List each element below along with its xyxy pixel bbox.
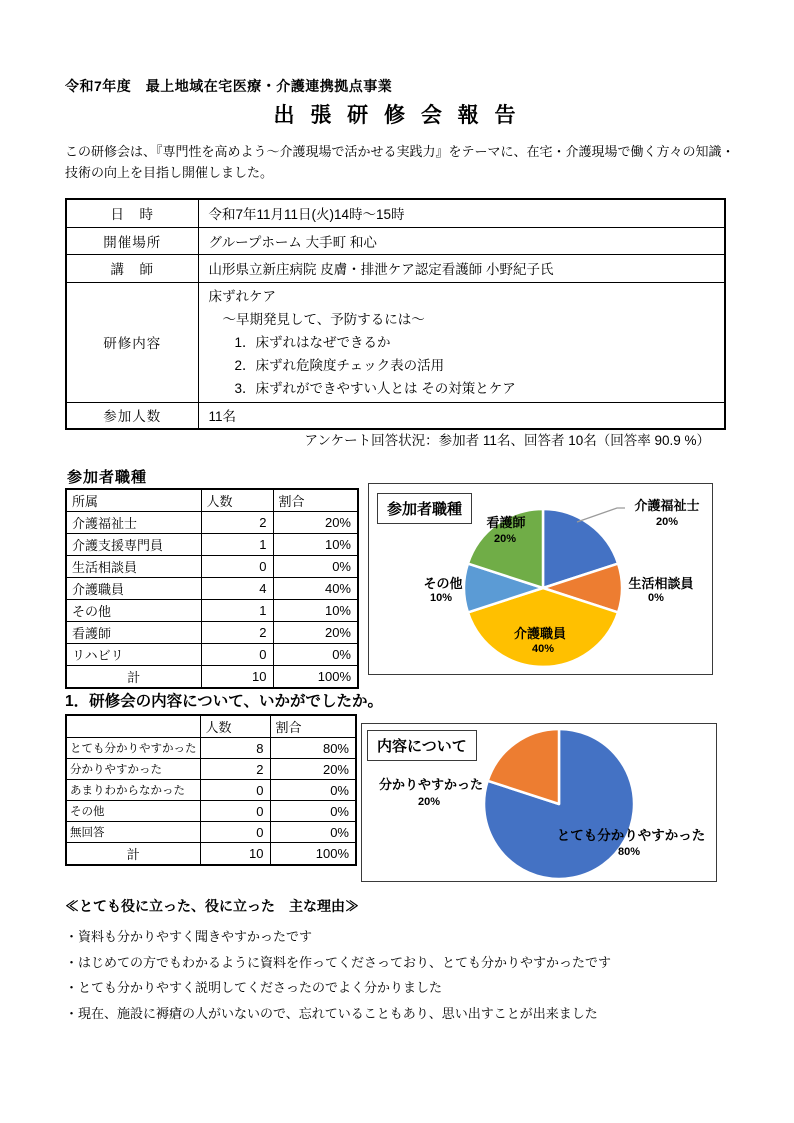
pie-label-seikatsu: 生活相談員 [628,576,694,591]
table-row [66,402,725,429]
participants-pie-chart [368,483,713,675]
table-row [66,738,356,759]
content-line: 2．床ずれ危険度チェック表の活用 [234,357,445,373]
table-cell: とても分かりやすかった [66,738,200,759]
table-total-row [66,843,356,866]
total-label: 計 [66,666,201,689]
table-cell: 0% [273,556,358,578]
table-row [66,227,725,254]
pie-pct-seikatsu: 0% [648,592,664,604]
participants-table [65,488,359,689]
question1-heading: 1．研修会の内容について、いかがでしたか。 [65,693,384,710]
total-label: 計 [66,843,200,866]
table-cell: 0 [200,822,270,843]
comment-item: ・とても分かりやすく説明してくださったのでよく分かりました [65,980,443,995]
table-row [66,534,358,556]
pie-label-kaigoshokuin: 介護職員 [513,626,566,641]
col-header-affiliation: 所属 [66,489,201,512]
pie-pct-kangoshi: 20% [493,533,517,545]
row-label-contents: 研修内容 [66,282,198,402]
comment-item: ・はじめての方でもわかるように資料を作ってくださっており、とても分かりやすかったです [65,954,612,970]
row-label-lecturer: 講 師 [66,254,198,282]
table-cell: 0% [270,780,356,801]
table-cell: 4 [201,578,273,600]
comment-item: ・資料も分かりやすく聞きやすかったです [65,929,313,944]
chart-title-box: 内容について [367,730,477,761]
table-cell: 介護支援専門員 [66,534,201,556]
pie-label-sonota: その他 [423,576,463,591]
total-ratio: 100% [273,666,358,689]
content-pie-chart [361,723,717,882]
table-row [66,199,725,227]
pie-label-kangoshi: 看護師 [486,515,526,530]
pie-pct-totemo: 80% [617,846,641,858]
table-row [66,556,358,578]
table-cell: 介護福祉士 [66,512,201,534]
content-line: 1．床ずれはなぜできるか [234,334,391,350]
table-cell: 10% [273,534,358,556]
table-cell: リハビリ [66,644,201,666]
table-cell: あまりわからなかった [66,780,200,801]
table-cell: 20% [273,512,358,534]
table-cell: 無回答 [66,822,200,843]
table-row [66,282,725,402]
comments-section [65,896,745,1026]
table-cell: 2 [201,622,273,644]
program-name: 令和7年度 最上地域在宅医療・介護連携拠点事業 [65,78,393,94]
table-cell: 80% [270,738,356,759]
table-row [66,822,356,843]
row-label-attendees: 参加人数 [66,402,198,429]
table-cell: 0 [200,801,270,822]
table-cell: 0 [200,780,270,801]
table-cell: 2 [200,759,270,780]
row-value-venue: グループホーム 大手町 和心 [198,227,725,254]
table-cell: 0% [270,801,356,822]
table-cell: 40% [273,578,358,600]
table-row [66,512,358,534]
col-header-count: 人数 [201,489,273,512]
table-row [66,578,358,600]
table-cell: その他 [66,600,201,622]
page-title: 出 張 研 修 会 報 告 [273,104,521,127]
table-cell: 0 [201,644,273,666]
label-leader-line [577,508,625,522]
table-row [66,780,356,801]
table-cell: 看護師 [66,622,201,644]
table-row [66,600,358,622]
table-cell: その他 [66,801,200,822]
table-cell: 分かりやすかった [66,759,200,780]
row-value-contents [198,282,725,402]
comment-item: ・現在、施設に褥瘡の人がいないので、忘れていることもあり、思い出すことが出来ました [65,1005,598,1021]
total-count: 10 [200,843,270,866]
col-header-count: 人数 [200,715,270,738]
content-line: ～早期発見して、予防するには～ [222,311,425,327]
row-label-datetime: 日 時 [66,199,198,227]
table-cell: 20% [273,622,358,644]
pie-pct-sonota: 10% [429,592,453,604]
pie-pct-kaigofukushishi: 20% [655,516,679,528]
question1-table [65,714,357,866]
participants-section-heading: 参加者職種 [67,469,148,486]
total-count: 10 [201,666,273,689]
comments-heading: ≪とても役に立った、役に立った 主な理由≫ [65,898,359,914]
table-row [66,801,356,822]
row-value-attendees: 11名 [198,402,725,429]
pie-label-totemo: とても分かりやすかった [556,828,706,843]
col-header-ratio: 割合 [273,489,358,512]
pie-pct-wakariyasukatta: 20% [417,796,441,808]
pie-label-wakariyasukatta: 分かりやすかった [378,777,483,792]
row-value-lecturer: 山形県立新庄病院 皮膚・排泄ケア認定看護師 小野紀子氏 [198,254,725,282]
table-cell: 1 [201,534,273,556]
table-cell: 20% [270,759,356,780]
table-row [66,254,725,282]
table-row [66,644,358,666]
table-header-row [66,715,356,738]
intro-text: この研修会は、『専門性を高めよう～介護現場で活かせる実践力』をテーマに、在宅・介護現場で働く方々の知識・技術の向上を目指し開催しました。 [65,144,735,180]
overview-table [65,198,726,430]
table-row [66,622,358,644]
content-line: 3．床ずれができやすい人とは その対策とケア [234,380,516,396]
content-line: 床ずれケア [208,288,276,304]
table-cell: 0% [270,822,356,843]
row-value-datetime: 令和7年11月11日(火)14時～15時 [198,199,725,227]
table-cell: 生活相談員 [66,556,201,578]
total-ratio: 100% [270,843,356,866]
survey-response-status: アンケート回答状況：参加者 11名、回答者 10名（回答率 90.9 %） [304,433,710,448]
pie-label-kaigofukushishi: 介護福祉士 [634,498,700,513]
table-cell: 10% [273,600,358,622]
table-cell: 1 [201,600,273,622]
table-cell: 0 [201,556,273,578]
chart-title-box: 参加者職種 [377,493,472,524]
table-cell: 8 [200,738,270,759]
table-cell: 0% [273,644,358,666]
col-header-blank [66,715,200,738]
table-cell: 2 [201,512,273,534]
table-row [66,759,356,780]
table-header-row [66,489,358,512]
table-total-row [66,666,358,689]
table-cell: 介護職員 [66,578,201,600]
row-label-venue: 開催場所 [66,227,198,254]
pie-pct-kaigoshokuin: 40% [531,643,555,655]
col-header-ratio: 割合 [270,715,356,738]
